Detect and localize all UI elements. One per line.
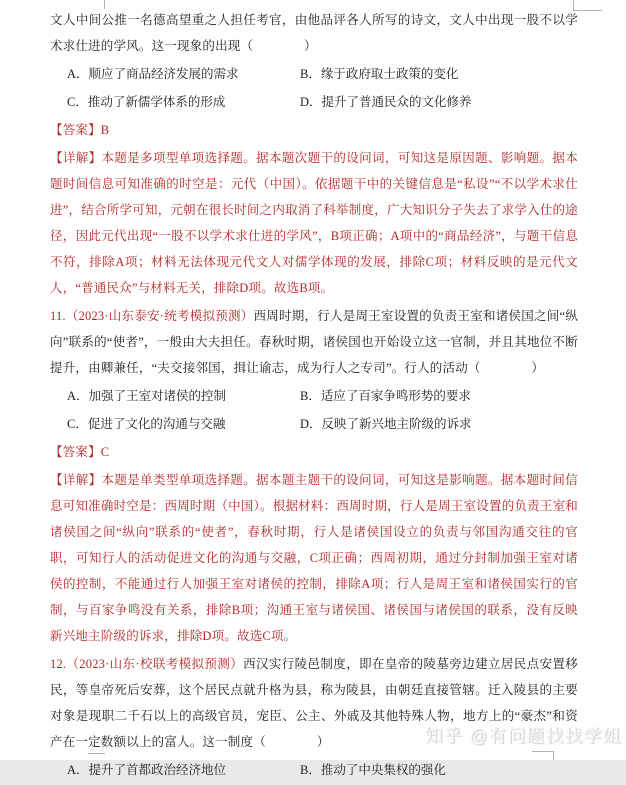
q11-option-a: A．加强了王室对诸侯的控制 xyxy=(67,389,227,403)
q10-option-c: C．推动了新儒学体系的形成 xyxy=(67,95,226,109)
q12-option-b: B．推动了中央集权的强化 xyxy=(300,763,446,777)
zhihu-watermark: 知乎 @有问题找找学姐 xyxy=(425,726,622,746)
q11-option-d: D．反映了新兴地主阶级的诉求 xyxy=(300,417,472,431)
q10-option-a: A．顺应了商品经济发展的需求 xyxy=(67,67,239,81)
q11-options-row-ab xyxy=(50,383,578,409)
q10-option-b: B．缘于政府取士政策的变化 xyxy=(300,67,459,81)
q11-source-tag: 11.（2023·山东泰安·统考模拟预测） xyxy=(50,309,254,323)
q10-answer: 【答案】B xyxy=(50,123,110,137)
q12-source-tag: 12.（2023·山东·校联考模拟预测） xyxy=(50,657,244,671)
q12-option-a: A．提升了首都政治经济地位 xyxy=(67,763,227,777)
q12-stem-text: 西汉实行陵邑制度，即在皇帝的陵墓旁边建立居民点安置移民，等皇帝死后安葬，这个居民点就升格为县，称为陵县，由朝廷直接管辖。迁入陵县的主要对象是现职二千石以上的高级官员，宠臣、公主、外戚及其他特殊人物，地方上的“豪杰”和资产在一定数额以上的富人。这一制度（ ） xyxy=(50,657,579,749)
q10-options-row-ab xyxy=(50,61,578,87)
q10-analysis: 【详解】本题是多项型单项选择题。据本题次题干的设问词，可知这是原因题、影响题。据本题时间信息可知准确的时空是：元代（中国）。依据题干中的关键信息是“私设”“不以学术求仕进”，结合所学可知，元朝在很长时间之内取消了科举制度，广大知识分子失去了求学入仕的途径，因此元代出现“一股不以学术求仕进的学风”，B项正确；A项中的“商品经济”，与题干信息不符，排除A项；材料无法体现元代文人对儒学体现的发展，排除C项；材料反映的是元代文人，“普通民众”与材料无关，排除D项。故选B项。 xyxy=(50,151,578,295)
q10-option-d: D．提升了普通民众的文化修养 xyxy=(300,95,472,109)
q11-stem-paragraph xyxy=(50,303,578,381)
document-content xyxy=(50,7,578,785)
q11-option-c: C．促进了文化的沟通与交融 xyxy=(67,417,226,431)
q12-options-row-ab xyxy=(50,757,578,783)
q10-stem: 文人中间公推一名德高望重之人担任考官，由他品评各人所写的诗文，文人中出现一股不以学术求仕进的学风。这一现象的出现（ ） xyxy=(50,13,578,53)
q11-stem-text: 西周时期，行人是周王室设置的负责王室和诸侯国之间“纵向”联系的“使者”，一般由大夫担任。春秋时期，诸侯国也开始设立这一官制，并且其地位不断提升，由卿兼任，“夫交接邻国，揖让谕志，成为行人之专司”。行人的活动（ ） xyxy=(50,309,579,375)
q10-options-row-cd xyxy=(50,89,578,115)
q11-options-row-cd xyxy=(50,411,578,437)
q11-analysis: 【详解】本题是单类型单项选择题。据本题主题干的设问词，可知这是影响题。据本题时间信息可知准确时空是：西周时期（中国）。根据材料：西周时期，行人是周王室设置的负责王室和诸侯国之间“纵向”联系的“使者”，春秋时期，行人是诸侯国设立的负责与邻国沟通交往的官职，可知行人的活动促进文化的沟通与交融，C项正确；西周初期，通过分封制加强王室对诸侯的控制，不能通过行人加强王室对诸侯的控制，排除A项；行人是周王室和诸侯国实行的官制，与百家争鸣没有关系，排除B项；沟通王室与诸侯国、诸侯国与诸侯国的联系，没有反映新兴地主阶级的诉求，排除D项。故选C项。 xyxy=(50,473,578,643)
q11-answer: 【答案】C xyxy=(50,445,110,459)
q11-option-b: B．适应了百家争鸣形势的要求 xyxy=(300,389,471,403)
